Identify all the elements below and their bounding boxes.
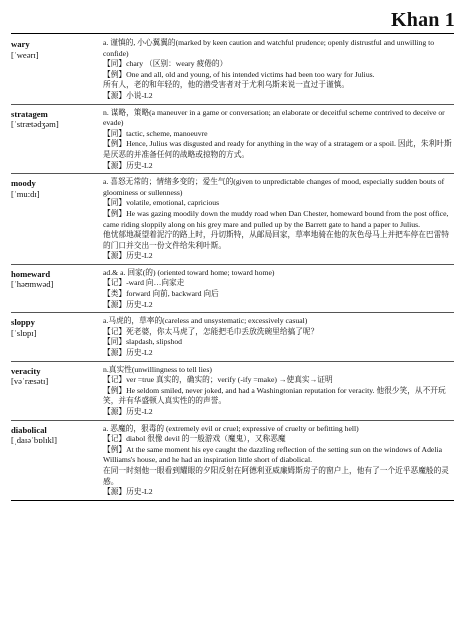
definition-line: 【同】volatile, emotional, capricious (103, 198, 220, 208)
definition-line: 【同】slapdash, slipshod (103, 337, 183, 347)
definition-column (103, 177, 454, 262)
definition-line: a. 谨慎的, 小心翼翼的(marked by keen caution and watchful prudence; openly distrustful and unwilling to confide) (103, 38, 435, 58)
definition-line: a. 喜怒无常的；情绪多变的；爱生气的(given to unpredictable changes of mood, especially sudden bouts of gloominess or sullenness) (103, 177, 445, 197)
headword: sloppy (11, 317, 35, 328)
headword: moody (11, 178, 36, 189)
header-rule (11, 33, 454, 34)
entry-row (11, 38, 454, 105)
phonetic: [ˈstrætədʒəm] (11, 119, 59, 130)
headword: wary (11, 39, 30, 49)
definition-line: a.马虎的，草率的(careless and unsystematic; excessively casual) (103, 316, 308, 326)
word-column (11, 365, 103, 418)
definition-line: 【源】小说-L2 (103, 90, 153, 100)
definition-line: 【例】At the same moment his eye caught the dazzling reflection of the setting sun on the windows of Adelia Williams's house, and he had an inspiration little short of diabolical. (103, 444, 443, 465)
definition-line: 所有人，老的和年轻的，他的潜受害者对于尤利乌斯来说一直过于谨慎。 (103, 80, 350, 90)
word-column (11, 38, 103, 102)
definition-line: 【源】历史-L2 (103, 299, 153, 309)
vocabulary-list (11, 35, 454, 501)
word-column (11, 177, 103, 262)
entry-row (11, 365, 454, 421)
headword: veracity (11, 365, 41, 376)
word-column (11, 316, 103, 358)
phonetic: [vəˈræsətɪ] (11, 376, 49, 387)
definition-column (103, 316, 454, 358)
word-column (11, 108, 103, 172)
phonetic: [ˈhəʊmwəd] (11, 279, 54, 290)
definition-line: 【例】He seldom smiled, never joked, and had a Washingtonian reputation for veracity. 他很少笑，从不开玩笑，并有华盛顿人真实性的的声誉。 (103, 385, 446, 406)
definition-line: 【源】历史-L2 (103, 251, 153, 261)
entry-row (11, 108, 454, 175)
definition-line: 【记】ver =true 真实的，确实的；verify (-ify =make) →使真实→证明 (103, 375, 333, 385)
definition-column (103, 108, 454, 172)
definition-column (103, 38, 454, 102)
definition-line: 【同】chary （区别：weary 疲倦的） (103, 59, 228, 69)
definition-column (103, 424, 454, 498)
definition-line: 【例】One and all, old and young, of his intended victims had been too wary for Julius. (103, 69, 375, 79)
definition-line: n. 谋略，策略(a maneuver in a game or conversation; an elaborate or deceitful scheme contrived to deceive or evade) (103, 107, 445, 128)
definition-line: n.真实性(unwillingness to tell lies) (103, 364, 212, 374)
entry-row (11, 268, 454, 313)
definition-line: 【记】-ward 向…向家走 (103, 278, 185, 288)
phonetic: [ˈslɒpɪ] (11, 327, 37, 338)
definition-line: a. 恶魔的，狠毒的 (extremely evil or cruel; expressive of cruelty or befitting hell) (103, 423, 359, 433)
definition-line: 【同】tactic, scheme, manoeuvre (103, 128, 208, 138)
definition-line: 【类】forward 向前, backward 向后 (103, 289, 219, 299)
definition-line: 在同一时刻他一眼看到耀眼的夕阳反射在阿德利亚威廉姆斯房子的窗户上，他有了一个近乎恶魔般的灵感。 (103, 465, 449, 486)
definition-line: ad.& a. 回家(的) (oriented toward home; toward home) (103, 267, 275, 277)
entry-row (11, 177, 454, 265)
definition-line: 【记】diabol 很像 devil 的一般游戏（魔鬼），又称恶魔 (103, 434, 286, 444)
definition-line: 【例】He was gazing moodily down the muddy road when Dan Chester, homeward bound from the post office, came riding sloppily along on his grey mare and pulled up by the Barrett gate to hand a paper to Julius. (103, 208, 449, 229)
definition-line: 【记】死老婆，你太马虎了，怎能把毛巾丢放洗碗里给搞了呢？ (103, 326, 319, 336)
definition-line: 他忧郁地凝望着泥泞的路上时，丹切斯特，从邮局回家，草率地骑在他的灰色母马上并把车停在巴雷特的门口并交出一份文件给朱利叶斯。 (103, 230, 449, 250)
definition-line: 【源】历史-L2 (103, 348, 153, 358)
phonetic: [ˈweərɪ] (11, 49, 39, 60)
word-column (11, 424, 103, 498)
headword: diabolical (11, 424, 47, 435)
definition-column (103, 268, 454, 310)
definition-line: 【源】历史-L2 (103, 160, 153, 170)
entry-row (11, 424, 454, 501)
headword: stratagem (11, 108, 48, 119)
entry-row (11, 316, 454, 361)
phonetic: [ˈmu:dɪ] (11, 188, 40, 199)
word-column (11, 268, 103, 310)
headword: homeward (11, 268, 51, 279)
phonetic: [ˌdaɪəˈbɒlɪkl] (11, 435, 58, 446)
page-title: Khan 1 (390, 9, 455, 31)
definition-line: 【例】Hence, Julius was disgusted and ready for anything in the way of a stratagem or a spoil. 因此，朱利叶斯是厌恶的并准备任何的战略或掠物的方式。 (103, 139, 452, 159)
definition-column (103, 365, 454, 418)
definition-line: 【源】历史-L2 (103, 487, 153, 497)
definition-line: 【源】历史-L2 (103, 407, 153, 416)
